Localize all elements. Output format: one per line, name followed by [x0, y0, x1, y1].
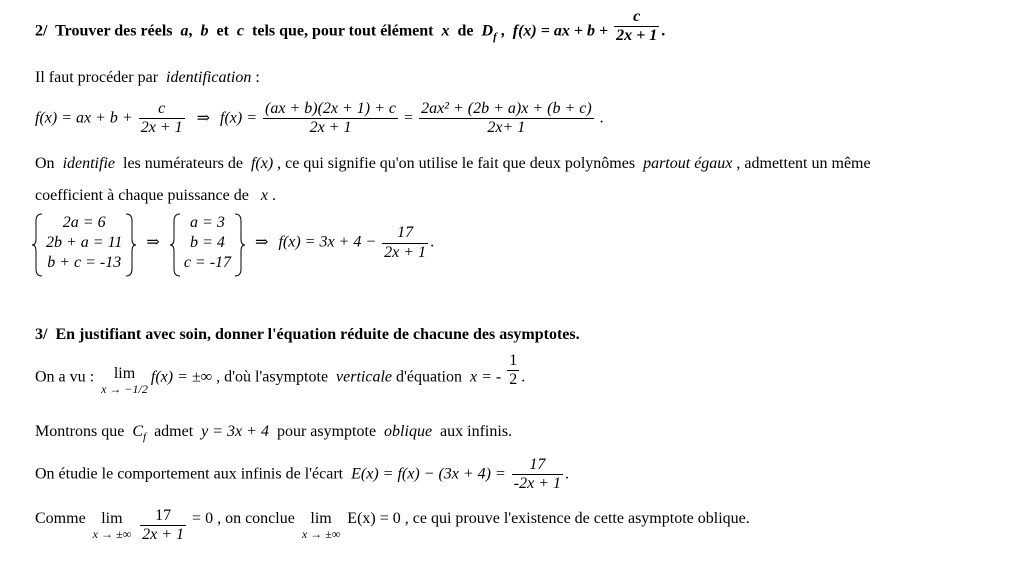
punct: ,: [188, 22, 193, 40]
limit-symbol: lim: [310, 510, 332, 527]
limit-symbol: lim: [113, 365, 136, 382]
word-de: de: [457, 22, 474, 40]
gap-study-line: [35, 456, 569, 494]
domain-sub: f: [493, 30, 497, 43]
punct: ,: [500, 22, 505, 40]
question-text: Trouver des réels: [55, 22, 173, 40]
asymptote-equation: x = -: [470, 368, 502, 386]
text: les numérateurs de: [123, 155, 243, 172]
limit-subscript: x → ±∞: [92, 526, 132, 541]
fraction-numerator: (ax + b)(2x + 1) + c: [263, 100, 398, 119]
question-3-heading: [35, 327, 580, 343]
text: On: [35, 155, 55, 172]
emphasis: verticale: [336, 368, 393, 386]
var-a: a: [180, 22, 189, 40]
fraction-numerator: 1: [507, 352, 519, 371]
text: aux infinis.: [440, 423, 513, 440]
left-brace-icon: [32, 213, 44, 277]
equation-row: c = -17: [183, 254, 232, 271]
fraction-numerator: c: [614, 8, 659, 27]
system-solution: [32, 213, 434, 273]
implies-arrow: ⇒: [146, 234, 160, 251]
fraction-numerator: 17: [140, 507, 186, 526]
text: d'équation: [396, 368, 462, 386]
fraction: [614, 8, 659, 46]
question-2-heading: [35, 8, 666, 46]
text: Montrons que: [35, 423, 125, 440]
equation-row: 2b + a = 11: [46, 234, 123, 251]
oblique-asymptote-line: [35, 424, 512, 443]
fraction: [507, 352, 519, 390]
limit-value: f(x) = ±∞: [150, 368, 213, 386]
var-x: x: [441, 22, 450, 40]
fraction: [139, 100, 185, 138]
limit-subscript: x → ±∞: [301, 526, 341, 541]
limit: [101, 366, 148, 396]
text: admet: [154, 423, 194, 440]
emphasis: partout égaux: [643, 155, 733, 172]
punct: .: [565, 465, 570, 483]
implies-arrow: ⇒: [255, 234, 269, 251]
fraction-denominator: 2x + 1: [142, 526, 185, 544]
limit-symbol: lim: [101, 510, 123, 527]
right-brace-icon: [233, 213, 245, 277]
curve-C: C: [132, 423, 143, 440]
fraction-numerator: 17: [512, 456, 563, 475]
limit: [93, 511, 131, 541]
equation-f: f(x) =: [220, 109, 258, 127]
system-rows: [32, 213, 136, 273]
equation-row: b = 4: [190, 234, 225, 251]
punct: .: [271, 187, 276, 204]
equation-lhs: f(x) = ax + b +: [35, 109, 133, 127]
var-b: b: [200, 22, 209, 40]
var-c: c: [236, 22, 245, 40]
fraction: [512, 456, 563, 494]
text: = 0 , on conclue: [192, 510, 295, 527]
system-solution-values: [170, 213, 245, 273]
fraction-numerator: c: [139, 100, 185, 119]
var-x: x: [260, 187, 268, 204]
text: E(x) = 0 , ce qui prouve l'existence de cette asymptote oblique.: [347, 510, 750, 527]
equals-sign: =: [404, 109, 414, 127]
text: Comme: [35, 510, 86, 527]
fraction: [382, 224, 428, 262]
gap-equation: E(x) = f(x) − (3x + 4) =: [351, 465, 506, 483]
fraction-denominator: 2x + 1: [309, 119, 352, 137]
text: coefficient à chaque puissance de: [35, 187, 249, 204]
curve-sub: f: [143, 431, 147, 444]
explanation-line: [35, 156, 871, 172]
question-number: 3/: [35, 326, 48, 343]
left-brace-icon: [170, 213, 182, 277]
fraction: [419, 100, 594, 138]
method-emphasis: identification: [166, 69, 252, 86]
fraction-denominator: 2x + 1: [140, 119, 183, 137]
text: On étudie le comportement aux infinis de l'écart: [35, 465, 344, 483]
punct: .: [661, 22, 666, 40]
system-equations: [32, 213, 136, 273]
equation-row: 2a = 6: [62, 214, 106, 231]
punct: .: [521, 368, 526, 386]
explanation-line-2: [35, 188, 276, 204]
question-text: En justifiant avec soin, donner l'équation réduite de chacune des asymptotes.: [55, 326, 580, 343]
method-line: [35, 70, 260, 86]
identification-equation: [35, 100, 604, 138]
implies-arrow: ⇒: [196, 109, 211, 127]
fraction-numerator: 17: [382, 224, 428, 243]
limit-subscript: x → −1/2: [101, 381, 148, 396]
domain-D: D: [481, 22, 494, 40]
function-fx: f(x): [250, 155, 274, 172]
fraction-numerator: 2ax² + (2b + a)x + (b + c): [419, 100, 594, 119]
punct: .: [599, 109, 604, 127]
asymptote-equation: y = 3x + 4: [201, 423, 269, 440]
method-text: Il faut procéder par: [35, 69, 159, 86]
text: pour asymptote: [276, 423, 377, 440]
fraction: [263, 100, 398, 138]
fraction-denominator: 2x + 1: [616, 27, 658, 45]
right-brace-icon: [124, 213, 136, 277]
fraction-denominator: 2x+ 1: [487, 119, 526, 137]
emphasis: oblique: [384, 423, 433, 440]
punct: .: [430, 233, 435, 251]
fraction: [140, 507, 186, 545]
fraction-denominator: 2: [509, 371, 518, 389]
conclusion-line: [35, 507, 750, 545]
limit: [302, 511, 340, 541]
result-formula: f(x) = 3x + 4 −: [278, 233, 377, 251]
text: , ce qui signifie qu'on utilise le fait que deux polynômes: [277, 155, 636, 172]
equation-row: b + c = -13: [47, 254, 122, 271]
equation-row: a = 3: [190, 214, 225, 231]
formula-fx: f(x) = ax + b +: [512, 22, 609, 40]
question-text-rest: tels que, pour tout élément: [252, 22, 434, 40]
text: On a vu :: [35, 368, 95, 386]
vertical-asymptote-line: [35, 352, 526, 396]
punct: :: [255, 69, 260, 86]
question-number: 2/: [35, 22, 48, 40]
fraction-denominator: 2x + 1: [384, 243, 427, 261]
word-et: et: [216, 22, 229, 40]
emphasis: identifie: [62, 155, 115, 172]
text: , d'où l'asymptote: [216, 368, 329, 386]
fraction-denominator: -2x + 1: [513, 475, 562, 493]
text: , admettent un même: [736, 155, 871, 172]
